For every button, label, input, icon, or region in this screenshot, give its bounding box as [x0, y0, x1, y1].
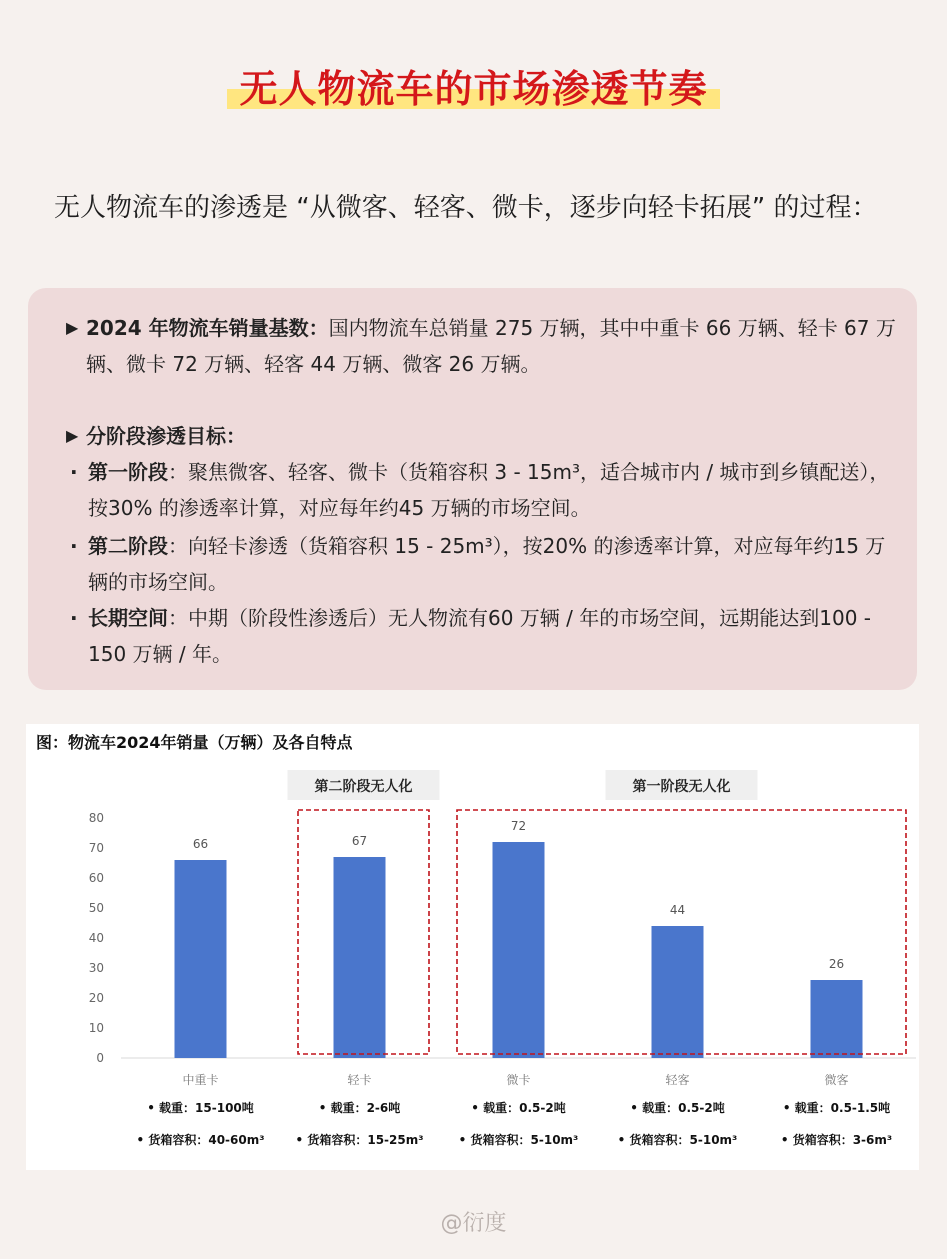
- page-title: 无人物流车的市场渗透节奏: [231, 58, 715, 113]
- triangle-icon: ▶: [66, 318, 79, 337]
- target-label: 分阶段渗透目标：: [86, 424, 246, 448]
- bullet-dot-icon: ·: [70, 534, 78, 558]
- bar: [811, 980, 863, 1058]
- bar: [334, 857, 386, 1058]
- data-label: 67: [351, 834, 368, 848]
- y-tick-label: 0: [96, 1051, 104, 1065]
- category-note: • 载重：0.5-2吨: [630, 1101, 725, 1115]
- category-note: • 载重：0.5-2吨: [471, 1101, 566, 1115]
- y-tick-label: 30: [88, 961, 104, 975]
- y-tick-label: 60: [88, 871, 104, 885]
- y-tick-label: 50: [88, 901, 104, 915]
- group-label: 第一阶段无人化: [632, 779, 731, 795]
- y-tick-label: 70: [88, 841, 104, 855]
- stage-text: ：聚焦微客、轻客、微卡（货箱容积 3 - 15m³，适合城市内 / 城市到乡镇配送），按30% 的渗透率计算，对应每年约45 万辆的市场空间。: [88, 460, 890, 520]
- category-note: • 货箱容积：5-10m³: [617, 1133, 738, 1147]
- bar-chart: [26, 724, 919, 1170]
- bullet-dot-icon: ·: [70, 460, 78, 484]
- x-tick-label: 微卡: [506, 1073, 531, 1087]
- chart-card: [26, 724, 919, 1170]
- x-tick-label: 中重卡: [182, 1073, 219, 1087]
- data-label: 26: [828, 957, 845, 971]
- title-wrap: [0, 58, 947, 113]
- y-tick-label: 20: [88, 991, 104, 1005]
- y-tick-label: 40: [88, 931, 104, 945]
- stage-item: [70, 600, 898, 672]
- watermark-text: @衍度: [440, 1211, 507, 1236]
- stage-item: [70, 528, 898, 600]
- data-label: 72: [510, 819, 527, 833]
- y-tick-label: 10: [88, 1021, 104, 1035]
- triangle-icon: ▶: [66, 426, 79, 445]
- stage-item: [70, 454, 898, 526]
- stage-label: 第一阶段: [88, 460, 168, 484]
- bar: [175, 860, 227, 1058]
- base-text: 国内物流车总销量 275 万辆，其中中重卡 66 万辆、轻卡 67 万辆、微卡 72 万辆、轻客 44 万辆、微客 26 万辆。: [86, 316, 896, 376]
- base-bullet: [68, 310, 916, 382]
- data-label: 44: [669, 903, 686, 917]
- stage-label: 长期空间: [88, 606, 168, 630]
- group-label: 第二阶段无人化: [314, 779, 413, 795]
- data-label: 66: [192, 837, 209, 851]
- stage-text: ：中期（阶段性渗透后）无人物流有60 万辆 / 年的市场空间，远期能达到100 - 150 万辆 / 年。: [88, 606, 872, 666]
- category-note: • 载重：2-6吨: [318, 1101, 401, 1115]
- category-note: • 货箱容积：3-6m³: [780, 1133, 893, 1147]
- bar: [493, 842, 545, 1058]
- x-tick-label: 微客: [824, 1073, 849, 1087]
- category-note: • 货箱容积：5-10m³: [458, 1133, 579, 1147]
- base-label: 2024 年物流车销量基数：: [86, 316, 329, 340]
- intro-text: 无人物流车的渗透是 “从微客、轻客、微卡，逐步向轻卡拓展” 的过程：: [54, 193, 878, 223]
- summary-panel: [28, 288, 917, 690]
- bullet-dot-icon: ·: [70, 606, 78, 630]
- x-tick-label: 轻卡: [347, 1073, 372, 1087]
- category-note: • 载重：15-100吨: [147, 1101, 254, 1115]
- bar: [652, 926, 704, 1058]
- chart-title: 图：物流车2024年销量（万辆）及各自特点: [36, 733, 353, 752]
- y-tick-label: 80: [88, 811, 104, 825]
- category-note: • 载重：0.5-1.5吨: [782, 1101, 891, 1115]
- x-tick-label: 轻客: [665, 1073, 690, 1087]
- category-note: • 货箱容积：40-60m³: [136, 1133, 265, 1147]
- target-bullet: [68, 418, 916, 454]
- stage-label: 第二阶段: [88, 534, 168, 558]
- category-note: • 货箱容积：15-25m³: [295, 1133, 424, 1147]
- stage-text: ：向轻卡渗透（货箱容积 15 - 25m³），按20% 的渗透率计算，对应每年约15 万辆的市场空间。: [88, 534, 886, 594]
